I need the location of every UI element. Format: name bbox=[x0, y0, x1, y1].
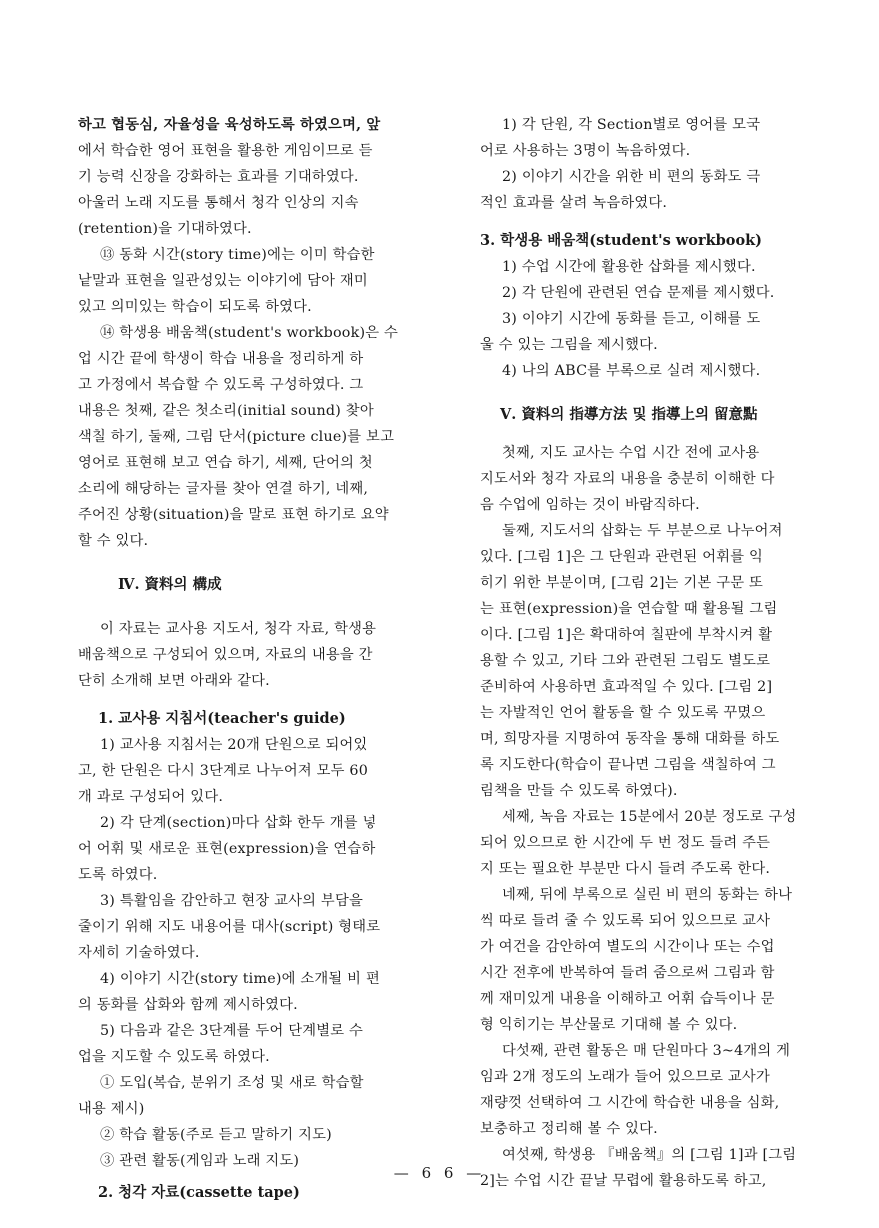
text-line: 음 수업에 임하는 것이 바람직하다. bbox=[480, 497, 700, 513]
item-14-paragraph bbox=[78, 320, 438, 554]
text-line: 는 자발적인 언어 활동을 할 수 있도록 꾸몄으 bbox=[480, 705, 766, 721]
text-line: 준비하여 사용하면 효과적일 수 있다. [그림 2] bbox=[480, 679, 773, 695]
text-line: 히기 위한 부분이며, [그림 2]는 기본 구문 또 bbox=[480, 575, 763, 591]
text-line: 4) 이야기 시간(story time)에 소개될 비 편 bbox=[100, 971, 380, 987]
text-line: 색칠 하기, 둘째, 그림 단서(picture clue)를 보고 bbox=[78, 429, 395, 445]
section-4-intro bbox=[78, 616, 438, 694]
text-line: 3) 이야기 시간에 동화를 듣고, 이해를 도 bbox=[502, 311, 761, 327]
text-line: 1) 교사용 지침서는 20개 단원으로 되어있 bbox=[100, 737, 368, 753]
text-line: 가 여건을 감안하여 별도의 시간이나 또는 수업 bbox=[480, 939, 775, 955]
text-line: 도록 하였다. bbox=[78, 867, 158, 883]
text-line: 1) 각 단원, 각 Section별로 영어를 모국 bbox=[502, 117, 761, 133]
text-line: 줄이기 위해 지도 내용어를 대사(script) 형태로 bbox=[78, 919, 381, 935]
text-line: 의 동화를 삽화와 함께 제시하였다. bbox=[78, 997, 298, 1013]
text-line: ⑬ 동화 시간(story time)에는 이미 학습한 bbox=[100, 247, 375, 263]
text-line: 하고 협동심, 자율성을 육성하도록 하였으며, 앞 bbox=[78, 117, 381, 133]
right-column bbox=[480, 112, 810, 1194]
text-line: 3) 특활임을 감안하고 현장 교사의 부담을 bbox=[100, 893, 363, 909]
page-number: — 6 6 — bbox=[393, 1164, 486, 1182]
subsection-3-heading: 3. 학생용 배움책(student's workbook) bbox=[480, 232, 763, 249]
text-line: 자세히 기술하였다. bbox=[78, 945, 200, 961]
text-line: 개 과로 구성되어 있다. bbox=[78, 789, 224, 805]
text-line: 5) 다음과 같은 3단계를 두어 단계별로 수 bbox=[100, 1023, 363, 1039]
text-line: 아울러 노래 지도를 통해서 청각 인상의 지속 bbox=[78, 195, 359, 211]
text-line: 적인 효과를 살려 녹음하였다. bbox=[480, 195, 668, 211]
text-line: 울 수 있는 그림을 제시했다. bbox=[480, 337, 658, 353]
text-line: 내용 제시) bbox=[78, 1101, 145, 1117]
text-line: 네째, 뒤에 부록으로 실린 비 편의 동화는 하나 bbox=[502, 887, 793, 903]
text-line: 2) 각 단계(section)마다 삽화 한두 개를 넣 bbox=[100, 815, 377, 831]
text-line: 소리에 해당하는 글자를 찾아 연결 하기, 네째, bbox=[78, 481, 369, 497]
text-line: ① 도입(복습, 분위기 조성 및 새로 학습할 bbox=[100, 1075, 364, 1091]
text-line: 여섯째, 학생용 『배움책』의 [그림 1]과 [그림 bbox=[502, 1147, 797, 1163]
subsection-2-body bbox=[480, 112, 810, 216]
text-line: 내용은 첫째, 같은 첫소리(initial sound) 찾아 bbox=[78, 403, 374, 419]
text-line: 2]는 수업 시간 끝날 무렵에 활용하도록 하고, bbox=[480, 1173, 767, 1189]
text-line: ② 학습 활동(주로 듣고 말하기 지도) bbox=[100, 1127, 332, 1143]
text-line: 용할 수 있고, 기타 그와 관련된 그림도 별도로 bbox=[480, 653, 771, 669]
subsection-1-heading: 1. 교사용 지침서(teacher's guide) bbox=[98, 710, 346, 727]
text-line: 업을 지도할 수 있도록 하였다. bbox=[78, 1049, 270, 1065]
text-line: 록 지도한다(학습이 끝나면 그림을 색칠하여 그 bbox=[480, 757, 776, 773]
text-line: 고 가정에서 복습할 수 있도록 구성하였다. 그 bbox=[78, 377, 364, 393]
subsection-1-body bbox=[78, 732, 438, 1174]
text-line: 씩 따로 들려 줄 수 있도록 되어 있으므로 교사 bbox=[480, 913, 771, 929]
text-line: 며, 희망자를 지명하여 동작을 통해 대화를 하도 bbox=[480, 731, 780, 747]
text-line: 재량껏 선택하여 그 시간에 학습한 내용을 심화, bbox=[480, 1095, 780, 1111]
section-4-heading: Ⅳ. 資料의 構成 bbox=[118, 576, 222, 593]
item-13-paragraph bbox=[78, 242, 438, 320]
text-line: 첫째, 지도 교사는 수업 시간 전에 교사용 bbox=[502, 445, 760, 461]
text-line: 배움책으로 구성되어 있으며, 자료의 내용을 간 bbox=[78, 647, 373, 663]
text-line: ⑭ 학생용 배움책(student's workbook)은 수 bbox=[100, 325, 399, 341]
text-line: 둘째, 지도서의 삽화는 두 부분으로 나누어져 bbox=[502, 523, 783, 539]
text-line: 기 능력 신장을 강화하는 효과를 기대하였다. bbox=[78, 169, 359, 185]
text-line: 형 익히기는 부산물로 기대해 볼 수 있다. bbox=[480, 1017, 738, 1033]
text-line: 있다. [그림 1]은 그 단원과 관련된 어휘를 익 bbox=[480, 549, 763, 565]
text-line: 있고 의미있는 학습이 되도록 하였다. bbox=[78, 299, 312, 315]
text-line: 영어로 표현해 보고 연습 하기, 세째, 단어의 첫 bbox=[78, 455, 373, 471]
text-line: 어 어휘 및 새로운 표현(expression)을 연습하 bbox=[78, 841, 376, 857]
text-line: 림책을 만들 수 있도록 하였다). bbox=[480, 783, 678, 799]
text-line: 시간 전후에 반복하여 들려 줌으로써 그림과 함 bbox=[480, 965, 775, 981]
text-line: 업 시간 끝에 학생이 학습 내용을 정리하게 하 bbox=[78, 351, 364, 367]
subsection-2-heading: 2. 청각 자료(cassette tape) bbox=[98, 1184, 300, 1201]
text-line: 낱말과 표현을 일관성있는 이야기에 담아 재미 bbox=[78, 273, 368, 289]
text-line: (retention)을 기대하였다. bbox=[78, 221, 252, 237]
text-line: 이다. [그림 1]은 확대하여 칠판에 부착시켜 활 bbox=[480, 627, 773, 643]
text-line: 지도서와 청각 자료의 내용을 충분히 이해한 다 bbox=[480, 471, 775, 487]
intro-paragraph bbox=[78, 112, 438, 242]
text-line: 보충하고 정리해 볼 수 있다. bbox=[480, 1121, 658, 1137]
text-line: 주어진 상황(situation)을 말로 표현 하기로 요약 bbox=[78, 507, 389, 523]
text-line: 2) 각 단원에 관련된 연습 문제를 제시했다. bbox=[502, 285, 775, 301]
text-line: 할 수 있다. bbox=[78, 533, 149, 549]
text-line: 2) 이야기 시간을 위한 비 편의 동화도 극 bbox=[502, 169, 761, 185]
text-line: 임과 2개 정도의 노래가 들어 있으므로 교사가 bbox=[480, 1069, 770, 1085]
section-5-heading: Ⅴ. 資料의 指導方法 및 指導上의 留意點 bbox=[500, 406, 758, 423]
section-5-body bbox=[480, 440, 810, 1194]
text-line: 께 재미있게 내용을 이해하고 어휘 습득이나 문 bbox=[480, 991, 775, 1007]
subsection-3-body bbox=[480, 254, 810, 384]
text-line: 4) 나의 ABC를 부록으로 실려 제시했다. bbox=[502, 363, 761, 379]
text-line: ③ 관련 활동(게임과 노래 지도) bbox=[100, 1153, 300, 1169]
text-line: 되어 있으므로 한 시간에 두 번 정도 들려 주든 bbox=[480, 835, 771, 851]
text-line: 에서 학습한 영어 표현을 활용한 게임이므로 듣 bbox=[78, 143, 373, 159]
text-line: 이 자료는 교사용 지도서, 청각 자료, 학생용 bbox=[100, 621, 377, 637]
text-line: 1) 수업 시간에 활용한 삽화를 제시했다. bbox=[502, 259, 756, 275]
text-line: 지 또는 필요한 부분만 다시 들려 주도록 한다. bbox=[480, 861, 771, 877]
text-line: 고, 한 단원은 다시 3단계로 나누어져 모두 60 bbox=[78, 763, 369, 779]
text-line: 다섯째, 관련 활동은 매 단원마다 3~4개의 게 bbox=[502, 1043, 791, 1059]
text-line: 세째, 녹음 자료는 15분에서 20분 정도로 구성 bbox=[502, 809, 797, 825]
text-line: 단히 소개해 보면 아래와 같다. bbox=[78, 673, 270, 689]
text-line: 어로 사용하는 3명이 녹음하였다. bbox=[480, 143, 691, 159]
text-line: 는 표현(expression)을 연습할 때 활용될 그림 bbox=[480, 601, 778, 617]
left-column bbox=[78, 112, 438, 1206]
